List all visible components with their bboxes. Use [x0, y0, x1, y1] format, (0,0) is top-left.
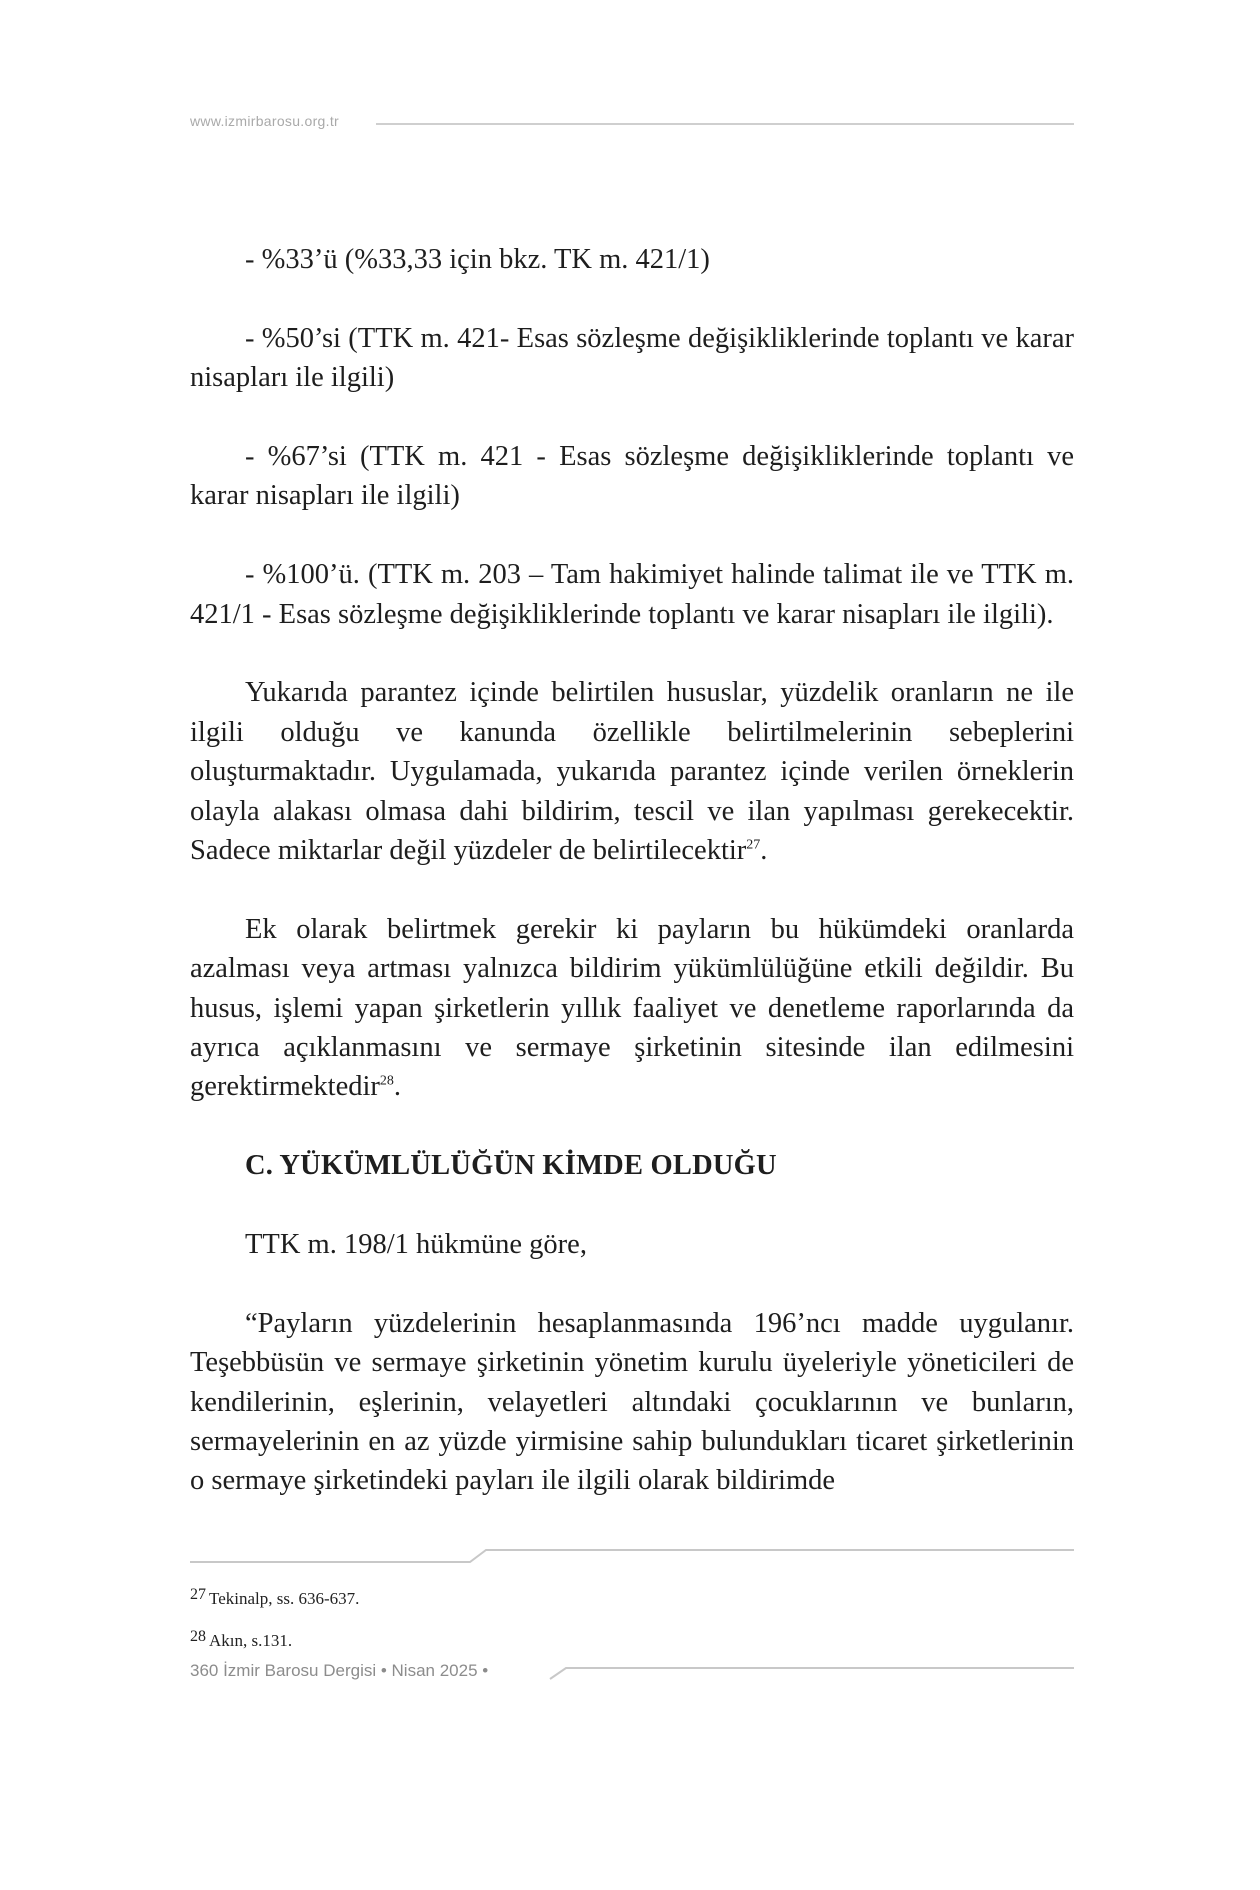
footnote-text: Akın, s.131. — [209, 1631, 293, 1650]
header-rule — [376, 123, 1074, 125]
paragraph-quote: “Payların yüzdelerinin hesaplanmasında 196’ncı madde uygulanır. Teşebbüsün ve sermaye şirketinin yönetim kurulu üyeleriyle yöneticileri de kendilerinin, eşlerinin, velayetleri altındaki çocuklarının ve bunların, sermayelerinin en az yüzde yirmisine sahip bulundukları ticaret şirketlerinin o sermaye şirketindeki payları ile ilgili olarak bildirimde — [190, 1307, 1074, 1497]
footnote-divider — [190, 1548, 1074, 1564]
footnote-27 — [190, 1582, 359, 1612]
paragraph-explanation-end: . — [760, 835, 768, 867]
body-text — [190, 240, 1074, 1501]
header-url: www.izmirbarosu.org.tr — [190, 113, 339, 129]
footnote-number: 28 — [190, 1628, 206, 1645]
paragraph-additional-end: . — [393, 1071, 402, 1103]
footnote-text: Tekinalp, ss. 636-637. — [209, 1589, 360, 1608]
list-item-67: - %67’si (TTK m. 421 - Esas sözleşme değişikliklerinde toplantı ve karar nisapları ile ilgili) — [190, 441, 1074, 512]
paragraph-explanation — [190, 673, 1074, 870]
paragraph-explanation-text: Yukarıda parantez içinde belirtilen hususlar, yüzdelik oranların ne ile ilgili olduğu ve kanunda özellikle belirtilmelerinin sebeplerini oluşturmaktadır. Uygulamada, yukarıda parantez içinde verilen örneklerin olayla alakası olmasa dahi bildirim, tescil ve ilan yapılması gerekecektir. Sadece miktarlar değil yüzdeler de belirtilecektir — [190, 677, 1074, 867]
section-heading: C. YÜKÜMLÜLÜĞÜN KİMDE OLDUĞU — [245, 1150, 777, 1182]
paragraph-ttk-intro: TTK m. 198/1 hükmüne göre, — [245, 1229, 587, 1261]
list-item-100: - %100’ü. (TTK m. 203 – Tam hakimiyet halinde talimat ile ve TTK m. 421/1 - Esas sözleşme değişikliklerinde toplantı ve karar nisapları ile ilgili). — [190, 559, 1074, 630]
footnote-ref-27: 27 — [746, 837, 761, 853]
paragraph-additional-text: Ek olarak belirtmek gerekir ki payların bu hükümdeki oranlarda azalması veya artması yalnızca bildirim yükümlülüğüne etkili değildir. Bu husus, işlemi yapan şirketlerin yıllık faaliyet ve denetleme raporlarında da ayrıca açıklanmasını ve sermaye şirketinin sitesinde ilan edilmesini gerektirmektedir — [190, 913, 1074, 1103]
footnote-28 — [190, 1624, 359, 1654]
footer-text: 360 İzmir Barosu Dergisi • Nisan 2025 • — [190, 1661, 489, 1680]
list-item-50: - %50’si (TTK m. 421- Esas sözleşme değişikliklerinde toplantı ve karar nisapları ile ilgili) — [190, 322, 1074, 394]
footnotes — [190, 1582, 359, 1666]
page-footer — [190, 1660, 1074, 1684]
footnote-number: 27 — [190, 1586, 206, 1603]
footnote-ref-28: 28 — [379, 1073, 394, 1089]
list-item-33: - %33’ü (%33,33 için bkz. TK m. 421/1) — [245, 244, 710, 275]
page-header — [190, 112, 1074, 132]
paragraph-additional — [190, 910, 1074, 1107]
